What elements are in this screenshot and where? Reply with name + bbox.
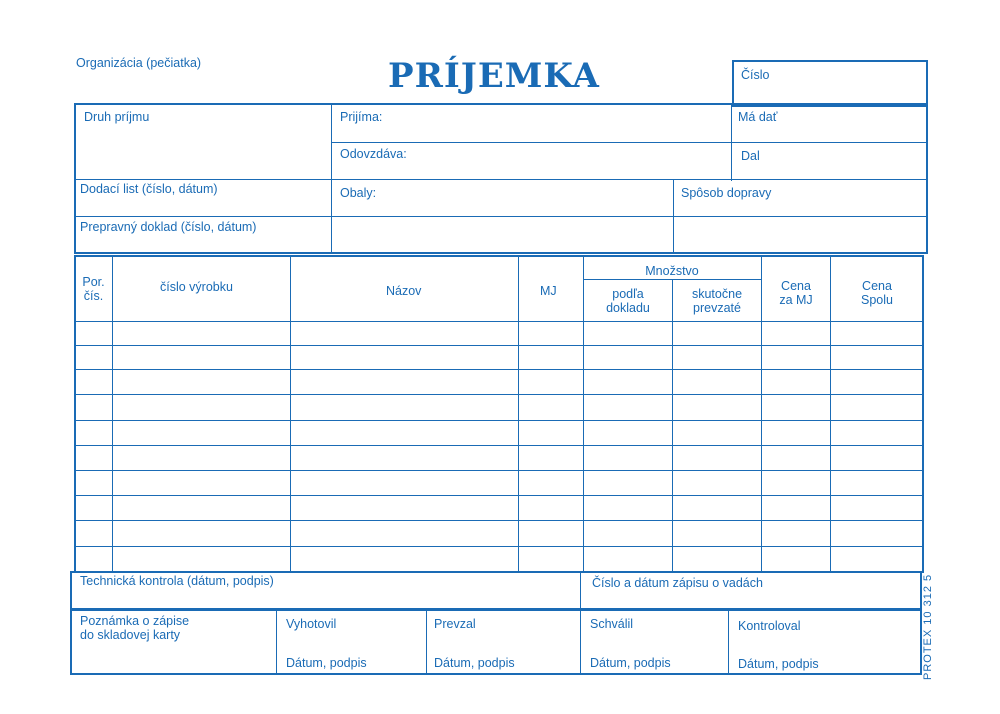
col-header-por: Por. čís. <box>82 275 105 303</box>
vyhotovil-field[interactable]: Vyhotovil <box>286 617 337 631</box>
dodaci-list-field[interactable]: Dodací list (číslo, dátum) <box>80 182 218 196</box>
ma-dat-field[interactable]: Má dať <box>738 110 778 124</box>
printer-imprint: PROTEX 10 312 5 <box>922 573 934 680</box>
col-header-cena-mj: Cena za MJ <box>779 279 813 307</box>
druh-prijmu-field[interactable]: Druh príjmu <box>84 110 150 124</box>
form-title: PRÍJEMKA <box>388 56 600 96</box>
col-header-cena-spolu: Cena Spolu <box>861 279 893 307</box>
schvalil-field[interactable]: Schválil <box>590 617 634 631</box>
cislo-label: Číslo <box>741 68 770 82</box>
technicka-kontrola-field[interactable]: Technická kontrola (dátum, podpis) <box>80 574 274 588</box>
odovzdava-field[interactable]: Odovzdáva: <box>340 147 407 161</box>
prepravny-doklad-field[interactable]: Prepravný doklad (číslo, dátum) <box>80 220 257 234</box>
schvalil-datum[interactable]: Dátum, podpis <box>590 656 671 670</box>
col-header-nazov: Názov <box>386 284 422 298</box>
kontroloval-datum[interactable]: Dátum, podpis <box>738 657 819 671</box>
col-header-mj: MJ <box>540 284 557 298</box>
prevzal-datum[interactable]: Dátum, podpis <box>434 656 515 670</box>
col-header-podla-dokladu: podľa dokladu <box>606 287 650 315</box>
sposob-dopravy-field[interactable]: Spôsob dopravy <box>681 186 772 200</box>
col-header-cislo-vyrobku: číslo výrobku <box>160 280 233 294</box>
prevzal-field[interactable]: Prevzal <box>434 617 476 631</box>
obaly-field[interactable]: Obaly: <box>340 186 377 200</box>
poznamka-label: Poznámka o zápise do skladovej karty <box>80 614 190 642</box>
dal-field[interactable]: Dal <box>741 149 760 163</box>
organization-label: Organizácia (pečiatka) <box>76 56 202 70</box>
kontroloval-field[interactable]: Kontroloval <box>738 619 801 633</box>
cislo-zapisu-field[interactable]: Číslo a dátum zápisu o vadách <box>592 576 763 590</box>
vyhotovil-datum[interactable]: Dátum, podpis <box>286 656 367 670</box>
prijima-field[interactable]: Prijíma: <box>340 110 383 124</box>
col-header-skutocne-prevzate: skutočne prevzaté <box>691 287 743 315</box>
col-header-mnozstvo: Množstvo <box>645 264 699 278</box>
